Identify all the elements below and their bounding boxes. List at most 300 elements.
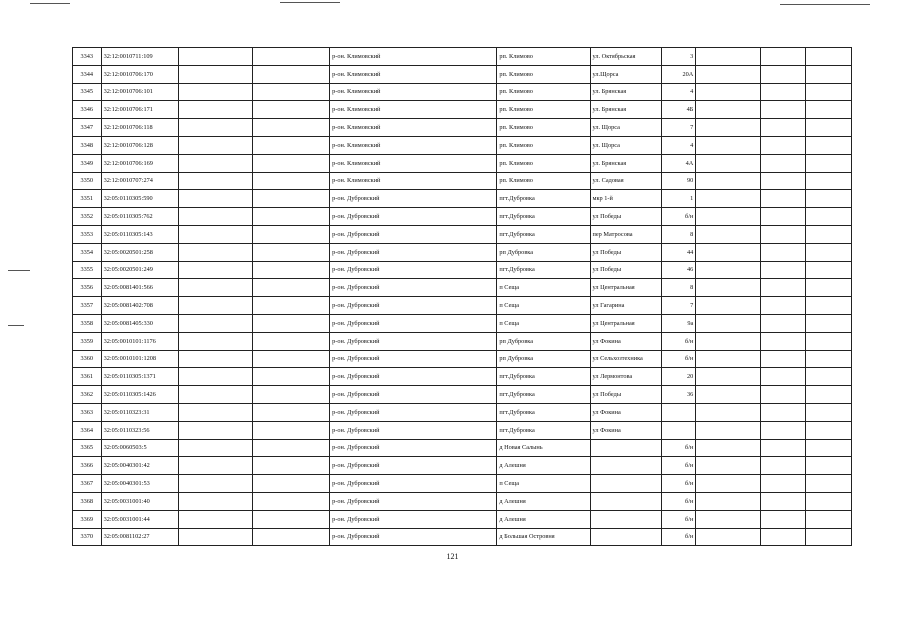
- table-row: [73, 368, 852, 386]
- table-row: [73, 297, 852, 315]
- empty-cell: [252, 243, 329, 261]
- empty-cell: [178, 190, 252, 208]
- house-number-cell: 9а: [662, 314, 696, 332]
- table-row: [73, 386, 852, 404]
- house-number-cell: б/н: [662, 475, 696, 493]
- cadastral-number-cell: 32:05:0110305:143: [101, 225, 178, 243]
- row-number-cell: 3363: [73, 403, 102, 421]
- district-cell: р-он. Дубровский: [330, 190, 497, 208]
- empty-cell: [806, 279, 852, 297]
- scan-artifact: [8, 325, 24, 326]
- cadastral-number-cell: 32:05:0110323:56: [101, 421, 178, 439]
- empty-cell: [760, 48, 806, 66]
- empty-cell: [806, 492, 852, 510]
- house-number-cell: 36: [662, 386, 696, 404]
- empty-cell: [760, 208, 806, 226]
- empty-cell: [178, 439, 252, 457]
- district-cell: р-он. Дубровский: [330, 208, 497, 226]
- settlement-cell: рп Дубровка: [497, 350, 590, 368]
- street-cell: ул Центральная: [590, 279, 662, 297]
- cadastral-number-cell: 32:05:0010101:1176: [101, 332, 178, 350]
- empty-cell: [760, 475, 806, 493]
- table-row: [73, 154, 852, 172]
- scan-artifact: [30, 3, 70, 4]
- row-number-cell: 3357: [73, 297, 102, 315]
- empty-cell: [806, 208, 852, 226]
- house-number-cell: 44: [662, 243, 696, 261]
- street-cell: ул. Щорса: [590, 119, 662, 137]
- house-number-cell: б/н: [662, 457, 696, 475]
- empty-cell: [806, 386, 852, 404]
- house-number-cell: 20А: [662, 65, 696, 83]
- empty-cell: [252, 279, 329, 297]
- empty-cell: [806, 528, 852, 546]
- empty-cell: [252, 350, 329, 368]
- row-number-cell: 3353: [73, 225, 102, 243]
- empty-cell: [178, 403, 252, 421]
- empty-cell: [806, 457, 852, 475]
- empty-cell: [696, 243, 761, 261]
- row-number-cell: 3361: [73, 368, 102, 386]
- empty-cell: [760, 403, 806, 421]
- empty-cell: [760, 119, 806, 137]
- empty-cell: [760, 225, 806, 243]
- empty-cell: [806, 261, 852, 279]
- empty-cell: [696, 492, 761, 510]
- empty-cell: [696, 386, 761, 404]
- district-cell: р-он. Дубровский: [330, 421, 497, 439]
- empty-cell: [696, 119, 761, 137]
- row-number-cell: 3370: [73, 528, 102, 546]
- table-row: [73, 492, 852, 510]
- street-cell: ул Фокина: [590, 421, 662, 439]
- district-cell: р-он. Дубровский: [330, 261, 497, 279]
- district-cell: р-он. Климовский: [330, 101, 497, 119]
- empty-cell: [178, 208, 252, 226]
- row-number-cell: 3343: [73, 48, 102, 66]
- house-number-cell: б/н: [662, 528, 696, 546]
- empty-cell: [760, 492, 806, 510]
- empty-cell: [178, 65, 252, 83]
- empty-cell: [178, 297, 252, 315]
- empty-cell: [760, 350, 806, 368]
- house-number-cell: 8: [662, 279, 696, 297]
- district-cell: р-он. Дубровский: [330, 297, 497, 315]
- empty-cell: [760, 386, 806, 404]
- cadastral-number-cell: 32:05:0110323:31: [101, 403, 178, 421]
- cadastral-number-cell: 32:05:0010101:1208: [101, 350, 178, 368]
- district-cell: р-он. Дубровский: [330, 386, 497, 404]
- empty-cell: [178, 421, 252, 439]
- house-number-cell: [662, 421, 696, 439]
- street-cell: ул. Садовая: [590, 172, 662, 190]
- empty-cell: [178, 457, 252, 475]
- empty-cell: [760, 190, 806, 208]
- empty-cell: [760, 83, 806, 101]
- settlement-cell: п Сеща: [497, 475, 590, 493]
- empty-cell: [760, 297, 806, 315]
- district-cell: р-он. Дубровский: [330, 314, 497, 332]
- empty-cell: [760, 154, 806, 172]
- empty-cell: [806, 510, 852, 528]
- settlement-cell: рп. Климово: [497, 48, 590, 66]
- empty-cell: [696, 83, 761, 101]
- empty-cell: [806, 172, 852, 190]
- empty-cell: [252, 119, 329, 137]
- street-cell: [590, 475, 662, 493]
- empty-cell: [178, 119, 252, 137]
- settlement-cell: рп Дубровка: [497, 243, 590, 261]
- empty-cell: [806, 119, 852, 137]
- district-cell: р-он. Дубровский: [330, 528, 497, 546]
- house-number-cell: [662, 403, 696, 421]
- empty-cell: [760, 510, 806, 528]
- empty-cell: [806, 421, 852, 439]
- empty-cell: [760, 65, 806, 83]
- empty-cell: [696, 261, 761, 279]
- row-number-cell: 3350: [73, 172, 102, 190]
- empty-cell: [252, 368, 329, 386]
- row-number-cell: 3352: [73, 208, 102, 226]
- street-cell: [590, 510, 662, 528]
- district-cell: р-он. Дубровский: [330, 457, 497, 475]
- settlement-cell: рп. Климово: [497, 172, 590, 190]
- empty-cell: [696, 439, 761, 457]
- row-number-cell: 3349: [73, 154, 102, 172]
- house-number-cell: б/н: [662, 510, 696, 528]
- empty-cell: [178, 386, 252, 404]
- scan-artifact: [8, 270, 30, 271]
- district-cell: р-он. Дубровский: [330, 403, 497, 421]
- settlement-cell: рп. Климово: [497, 65, 590, 83]
- street-cell: ул. Брянская: [590, 101, 662, 119]
- empty-cell: [696, 101, 761, 119]
- empty-cell: [178, 225, 252, 243]
- settlement-cell: рп. Климово: [497, 136, 590, 154]
- empty-cell: [178, 136, 252, 154]
- house-number-cell: б/н: [662, 439, 696, 457]
- district-cell: р-он. Климовский: [330, 172, 497, 190]
- settlement-cell: пгт.Дубровка: [497, 368, 590, 386]
- empty-cell: [696, 297, 761, 315]
- empty-cell: [252, 439, 329, 457]
- row-number-cell: 3358: [73, 314, 102, 332]
- scan-artifact: [780, 4, 870, 5]
- row-number-cell: 3360: [73, 350, 102, 368]
- empty-cell: [178, 83, 252, 101]
- table-row: [73, 475, 852, 493]
- cadastral-number-cell: 32:05:0110305:762: [101, 208, 178, 226]
- settlement-cell: пгт.Дубровка: [497, 208, 590, 226]
- settlement-cell: п Сеща: [497, 297, 590, 315]
- empty-cell: [252, 65, 329, 83]
- house-number-cell: б/н: [662, 208, 696, 226]
- row-number-cell: 3359: [73, 332, 102, 350]
- empty-cell: [696, 136, 761, 154]
- empty-cell: [178, 510, 252, 528]
- settlement-cell: пгт.Дубровка: [497, 261, 590, 279]
- settlement-cell: пгт.Дубровка: [497, 403, 590, 421]
- street-cell: ул Сельхозтехника: [590, 350, 662, 368]
- empty-cell: [252, 101, 329, 119]
- empty-cell: [178, 101, 252, 119]
- empty-cell: [252, 225, 329, 243]
- empty-cell: [252, 190, 329, 208]
- house-number-cell: 46: [662, 261, 696, 279]
- cadastral-number-cell: 32:12:0010706:170: [101, 65, 178, 83]
- settlement-cell: п Сеща: [497, 314, 590, 332]
- empty-cell: [252, 403, 329, 421]
- street-cell: ул Гагарина: [590, 297, 662, 315]
- row-number-cell: 3369: [73, 510, 102, 528]
- empty-cell: [806, 83, 852, 101]
- table-row: [73, 101, 852, 119]
- street-cell: ул. Брянская: [590, 154, 662, 172]
- empty-cell: [806, 475, 852, 493]
- empty-cell: [696, 65, 761, 83]
- table-row: [73, 314, 852, 332]
- street-cell: ул Победы: [590, 386, 662, 404]
- empty-cell: [178, 475, 252, 493]
- table-row: [73, 190, 852, 208]
- cadastral-number-cell: 32:12:0010707:274: [101, 172, 178, 190]
- district-cell: р-он. Дубровский: [330, 475, 497, 493]
- empty-cell: [696, 172, 761, 190]
- table-row: [73, 172, 852, 190]
- district-cell: р-он. Климовский: [330, 83, 497, 101]
- empty-cell: [696, 332, 761, 350]
- empty-cell: [252, 136, 329, 154]
- street-cell: ул Победы: [590, 208, 662, 226]
- empty-cell: [252, 314, 329, 332]
- empty-cell: [806, 332, 852, 350]
- empty-cell: [806, 403, 852, 421]
- empty-cell: [178, 368, 252, 386]
- district-cell: р-он. Дубровский: [330, 225, 497, 243]
- empty-cell: [806, 136, 852, 154]
- settlement-cell: д Алешня: [497, 510, 590, 528]
- cadastral-number-cell: 32:12:0010706:169: [101, 154, 178, 172]
- street-cell: ул Фокина: [590, 332, 662, 350]
- row-number-cell: 3344: [73, 65, 102, 83]
- table-row: [73, 208, 852, 226]
- table-row: [73, 119, 852, 137]
- street-cell: ул.Щорса: [590, 65, 662, 83]
- empty-cell: [252, 297, 329, 315]
- empty-cell: [806, 101, 852, 119]
- settlement-cell: д Новая Салынь: [497, 439, 590, 457]
- district-cell: р-он. Дубровский: [330, 350, 497, 368]
- empty-cell: [760, 243, 806, 261]
- house-number-cell: 7: [662, 297, 696, 315]
- empty-cell: [760, 261, 806, 279]
- street-cell: ул Победы: [590, 261, 662, 279]
- empty-cell: [252, 172, 329, 190]
- empty-cell: [696, 475, 761, 493]
- empty-cell: [252, 421, 329, 439]
- cadastral-number-cell: 32:05:0110305:590: [101, 190, 178, 208]
- cadastral-number-cell: 32:05:0020501:249: [101, 261, 178, 279]
- empty-cell: [178, 350, 252, 368]
- empty-cell: [252, 154, 329, 172]
- table-row: [73, 261, 852, 279]
- empty-cell: [760, 368, 806, 386]
- settlement-cell: рп Дубровка: [497, 332, 590, 350]
- empty-cell: [252, 475, 329, 493]
- empty-cell: [178, 48, 252, 66]
- empty-cell: [760, 136, 806, 154]
- district-cell: р-он. Дубровский: [330, 332, 497, 350]
- empty-cell: [806, 439, 852, 457]
- table-row: [73, 510, 852, 528]
- cadastral-number-cell: 32:05:0110305:1371: [101, 368, 178, 386]
- cadastral-number-cell: 32:12:0010706:101: [101, 83, 178, 101]
- table-row: [73, 350, 852, 368]
- cadastral-number-cell: 32:05:0031001:44: [101, 510, 178, 528]
- settlement-cell: рп. Климово: [497, 101, 590, 119]
- street-cell: ул. Брянская: [590, 83, 662, 101]
- empty-cell: [252, 492, 329, 510]
- house-number-cell: б/н: [662, 332, 696, 350]
- empty-cell: [178, 528, 252, 546]
- street-cell: ул. Октябрьская: [590, 48, 662, 66]
- cadastral-number-cell: 32:05:0040301:42: [101, 457, 178, 475]
- table-row: [73, 457, 852, 475]
- empty-cell: [760, 457, 806, 475]
- page-number: 121: [446, 552, 459, 561]
- house-number-cell: 4А: [662, 154, 696, 172]
- row-number-cell: 3356: [73, 279, 102, 297]
- street-cell: мкр 1-й: [590, 190, 662, 208]
- house-number-cell: б/н: [662, 350, 696, 368]
- cadastral-number-cell: 32:05:0081401:566: [101, 279, 178, 297]
- empty-cell: [178, 172, 252, 190]
- empty-cell: [806, 65, 852, 83]
- cadastral-number-cell: 32:05:0020501:258: [101, 243, 178, 261]
- empty-cell: [806, 368, 852, 386]
- settlement-cell: рп. Климово: [497, 119, 590, 137]
- empty-cell: [760, 279, 806, 297]
- empty-cell: [806, 190, 852, 208]
- district-cell: р-он. Дубровский: [330, 368, 497, 386]
- row-number-cell: 3355: [73, 261, 102, 279]
- house-number-cell: 4: [662, 136, 696, 154]
- table-row: [73, 65, 852, 83]
- empty-cell: [806, 314, 852, 332]
- empty-cell: [760, 332, 806, 350]
- empty-cell: [696, 314, 761, 332]
- empty-cell: [178, 279, 252, 297]
- empty-cell: [252, 261, 329, 279]
- street-cell: ул. Щорса: [590, 136, 662, 154]
- empty-cell: [696, 421, 761, 439]
- empty-cell: [178, 492, 252, 510]
- table-row: [73, 83, 852, 101]
- scan-artifact: [280, 2, 340, 3]
- settlement-cell: рп. Климово: [497, 83, 590, 101]
- empty-cell: [178, 332, 252, 350]
- empty-cell: [806, 154, 852, 172]
- empty-cell: [252, 457, 329, 475]
- district-cell: р-он. Дубровский: [330, 510, 497, 528]
- street-cell: [590, 528, 662, 546]
- cadastral-number-cell: 32:05:0040301:53: [101, 475, 178, 493]
- house-number-cell: 90: [662, 172, 696, 190]
- house-number-cell: 4: [662, 83, 696, 101]
- empty-cell: [252, 332, 329, 350]
- empty-cell: [252, 528, 329, 546]
- cadastral-number-cell: 32:05:0031001:40: [101, 492, 178, 510]
- cadastral-number-cell: 32:12:0010706:171: [101, 101, 178, 119]
- street-cell: ул Лермонтова: [590, 368, 662, 386]
- district-cell: р-он. Дубровский: [330, 279, 497, 297]
- empty-cell: [178, 154, 252, 172]
- row-number-cell: 3362: [73, 386, 102, 404]
- row-number-cell: 3351: [73, 190, 102, 208]
- empty-cell: [760, 172, 806, 190]
- settlement-cell: пгт.Дубровка: [497, 386, 590, 404]
- house-number-cell: 4Б: [662, 101, 696, 119]
- empty-cell: [696, 350, 761, 368]
- settlement-cell: рп. Климово: [497, 154, 590, 172]
- table-row: [73, 332, 852, 350]
- house-number-cell: 8: [662, 225, 696, 243]
- house-number-cell: 7: [662, 119, 696, 137]
- empty-cell: [760, 421, 806, 439]
- empty-cell: [806, 297, 852, 315]
- row-number-cell: 3347: [73, 119, 102, 137]
- street-cell: [590, 457, 662, 475]
- street-cell: ул Фокина: [590, 403, 662, 421]
- house-number-cell: 20: [662, 368, 696, 386]
- row-number-cell: 3364: [73, 421, 102, 439]
- district-cell: р-он. Климовский: [330, 154, 497, 172]
- empty-cell: [760, 439, 806, 457]
- table-row: [73, 136, 852, 154]
- table-row: [73, 528, 852, 546]
- row-number-cell: 3345: [73, 83, 102, 101]
- cadastral-number-cell: 32:05:0060503:5: [101, 439, 178, 457]
- cadastral-number-cell: 32:12:0010711:109: [101, 48, 178, 66]
- empty-cell: [696, 403, 761, 421]
- empty-cell: [696, 225, 761, 243]
- cadastral-number-cell: 32:05:0081102:27: [101, 528, 178, 546]
- row-number-cell: 3366: [73, 457, 102, 475]
- empty-cell: [696, 154, 761, 172]
- empty-cell: [696, 190, 761, 208]
- settlement-cell: пгт.Дубровка: [497, 225, 590, 243]
- table-row: [73, 243, 852, 261]
- cadastral-number-cell: 32:05:0081402:708: [101, 297, 178, 315]
- empty-cell: [178, 314, 252, 332]
- empty-cell: [696, 48, 761, 66]
- table-row: [73, 48, 852, 66]
- empty-cell: [806, 48, 852, 66]
- cadastral-number-cell: 32:12:0010706:128: [101, 136, 178, 154]
- row-number-cell: 3367: [73, 475, 102, 493]
- empty-cell: [178, 261, 252, 279]
- empty-cell: [806, 243, 852, 261]
- cadastral-number-cell: 32:05:0081405:330: [101, 314, 178, 332]
- register-rows: [73, 48, 852, 546]
- empty-cell: [696, 208, 761, 226]
- table-row: [73, 421, 852, 439]
- empty-cell: [696, 279, 761, 297]
- settlement-cell: д Алешня: [497, 457, 590, 475]
- empty-cell: [696, 510, 761, 528]
- house-number-cell: б/н: [662, 492, 696, 510]
- district-cell: р-он. Климовский: [330, 119, 497, 137]
